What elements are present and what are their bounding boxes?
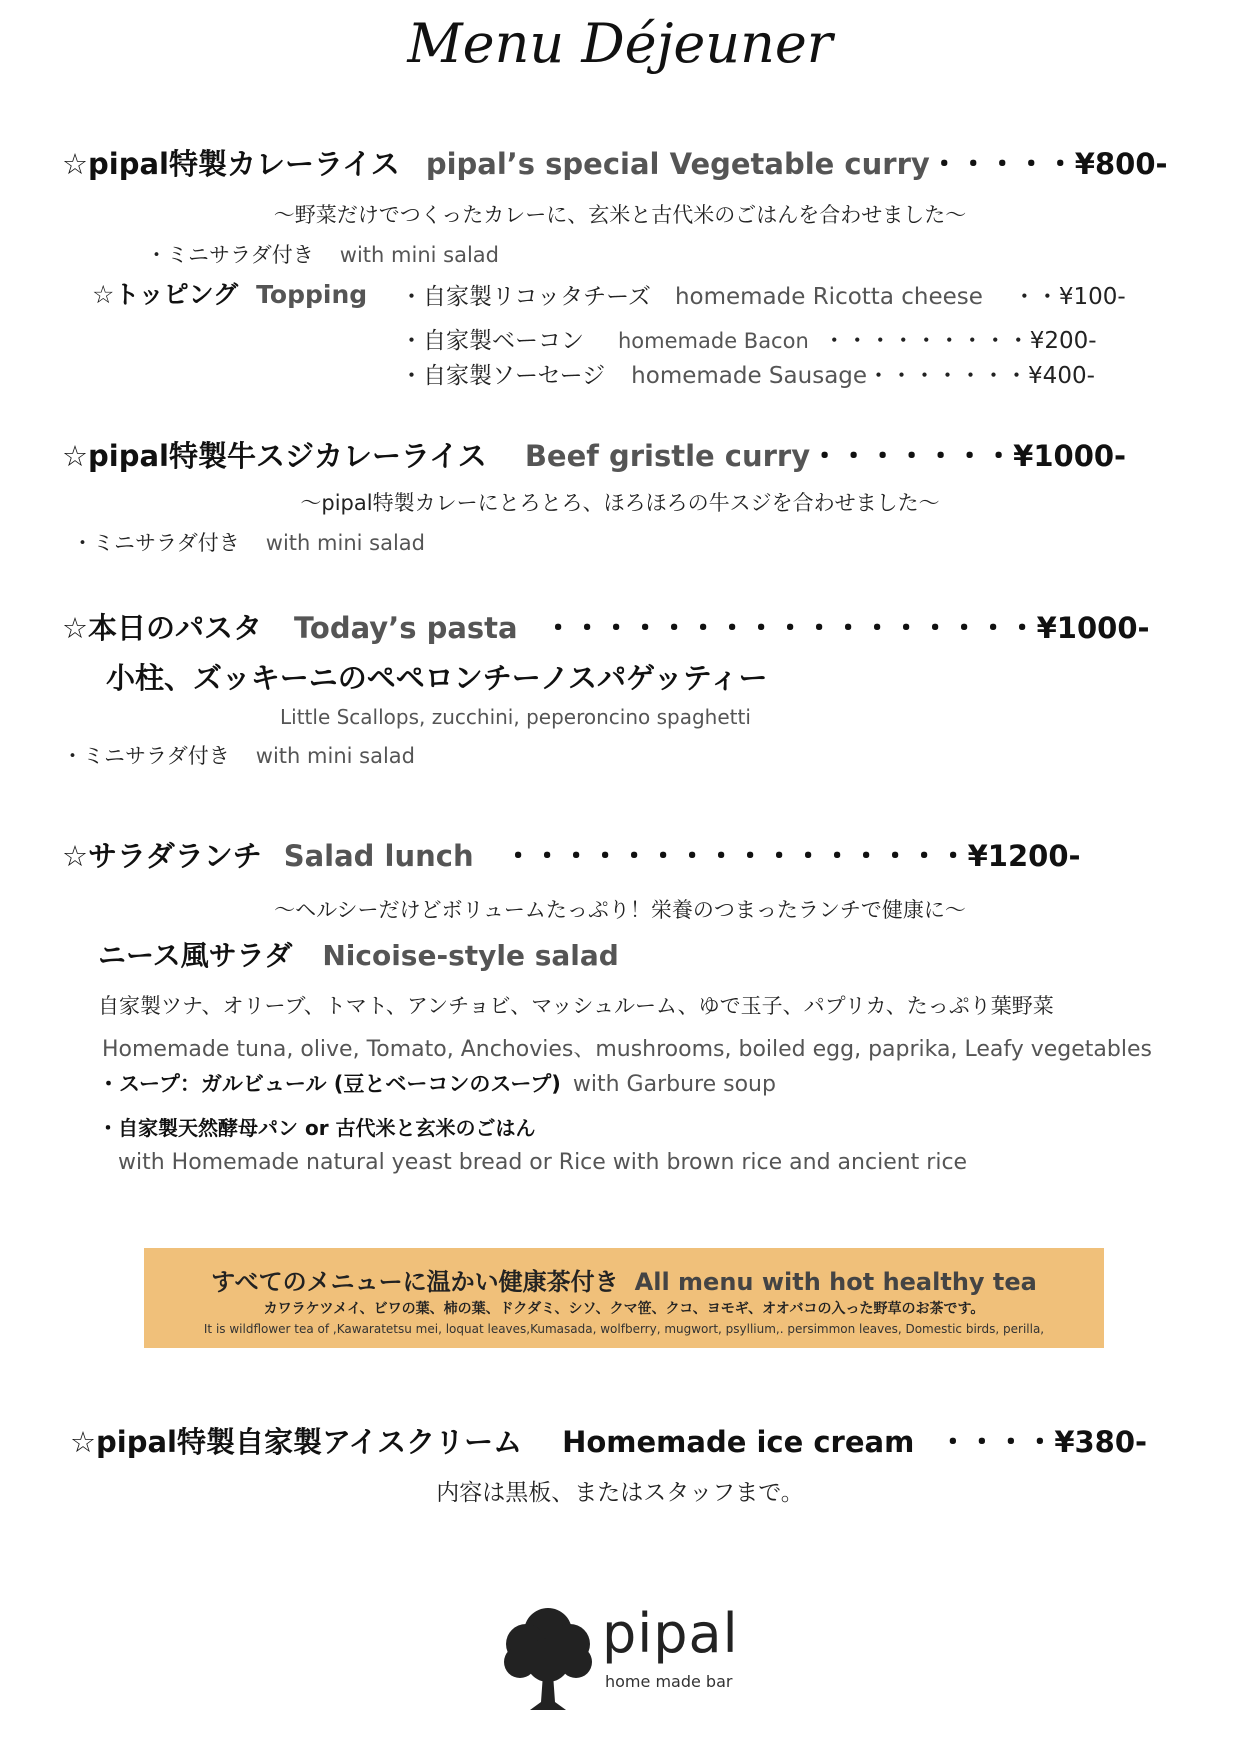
topping-2-dots: ・・・・・・・・・ bbox=[822, 328, 1030, 354]
topping-1-dots: ・・ bbox=[1012, 284, 1059, 310]
curry-description: 〜野菜だけでつくったカレーに、玄米と古代米のごはんを合わせました〜 bbox=[273, 203, 967, 227]
tea-band-line1 bbox=[144, 1262, 1104, 1297]
salad-bread-en: with Homemade natural yeast bread or Rice with brown rice and ancient rice bbox=[118, 1150, 968, 1175]
icecream-dots: ・・・・ bbox=[938, 1425, 1055, 1459]
topping-2-price: ¥200- bbox=[1029, 328, 1097, 354]
beef-description: 〜pipal特製カレーにとろとろ、ほろほろの牛スジを合わせました〜 bbox=[300, 491, 940, 515]
salad-soup-en: with Garbure soup bbox=[572, 1072, 776, 1097]
beef-heading bbox=[62, 434, 1126, 475]
icecream-name-jp: ☆pipal特製自家製アイスクリーム bbox=[70, 1425, 523, 1459]
topping-row bbox=[400, 278, 1126, 311]
tea-info-band bbox=[144, 1248, 1104, 1348]
beef-salad-jp: ・ミニサラダ付き bbox=[72, 531, 240, 555]
topping-en: Topping bbox=[256, 280, 368, 309]
icecream-price: ¥380- bbox=[1054, 1425, 1148, 1459]
tea-band-line1-jp: すべてのメニューに温かい健康茶付き bbox=[211, 1268, 619, 1296]
pasta-dish-en: Little Scallops, zucchini, peperoncino spaghetti bbox=[280, 705, 751, 729]
topping-1-en: homemade Ricotta cheese bbox=[674, 284, 983, 310]
pasta-price: ¥1000- bbox=[1036, 611, 1150, 645]
topping-2-jp: ・自家製ベーコン bbox=[400, 328, 584, 354]
icecream-heading bbox=[70, 1420, 1147, 1461]
pasta-dots: ・・・・・・・・・・・・・・・・・ bbox=[543, 611, 1037, 645]
icecream-name-en: Homemade ice cream bbox=[562, 1425, 915, 1459]
salad-description: 〜ヘルシーだけどボリュームたっぷり！栄養のつまったランチで健康に〜 bbox=[274, 898, 966, 922]
topping-1-price: ¥100- bbox=[1058, 284, 1126, 310]
beef-name-jp: ☆pipal特製牛スジカレーライス bbox=[62, 439, 487, 473]
pasta-salad-en: with mini salad bbox=[255, 744, 415, 768]
topping-2-en: homemade Bacon bbox=[618, 329, 809, 353]
beef-name-en: Beef gristle curry bbox=[524, 439, 811, 473]
salad-ingredients-jp: 自家製ツナ、オリーブ、トマト、アンチョビ、マッシュルーム、ゆで玉子、パプリカ、たっぷり葉野菜 bbox=[98, 994, 1054, 1018]
salad-dots: ・・・・・・・・・・・・・・・・ bbox=[503, 839, 968, 873]
tea-band-line2: カワラケツメイ、ビワの葉、柿の葉、ドクダミ、シソ、クマ笹、クコ、ヨモギ、オオバコの入った野草のお茶です。 bbox=[263, 1301, 985, 1317]
curry-dots: ・・・・・ bbox=[929, 147, 1075, 181]
salad-bread-jp: ・自家製天然酵母パン or 古代米と玄米のごはん bbox=[98, 1116, 536, 1140]
pasta-salad-note bbox=[62, 740, 415, 770]
topping-3-price: ¥400- bbox=[1028, 363, 1095, 389]
salad-dish bbox=[98, 934, 619, 974]
curry-price: ¥800- bbox=[1074, 147, 1168, 181]
topping-jp: ☆トッピング bbox=[92, 280, 239, 309]
pasta-salad-jp: ・ミニサラダ付き bbox=[62, 744, 230, 768]
salad-dish-en: Nicoise-style salad bbox=[322, 939, 619, 972]
pasta-name-jp: ☆本日のパスタ bbox=[62, 611, 262, 645]
topping-row bbox=[400, 357, 1095, 390]
pasta-name-en: Today’s pasta bbox=[294, 611, 518, 645]
topping-3-jp: ・自家製ソーセージ bbox=[400, 363, 606, 389]
curry-name-jp: ☆pipal特製カレーライス bbox=[62, 147, 400, 181]
tea-band-line1-en: All menu with hot healthy tea bbox=[634, 1268, 1037, 1296]
curry-salad-jp: ・ミニサラダ付き bbox=[146, 243, 314, 267]
curry-heading bbox=[62, 142, 1168, 183]
salad-name-en: Salad lunch bbox=[283, 839, 474, 873]
curry-salad-en: with mini salad bbox=[339, 243, 499, 267]
salad-price: ¥1200- bbox=[967, 839, 1081, 873]
salad-dish-jp: ニース風サラダ bbox=[98, 939, 293, 972]
topping-row bbox=[400, 322, 1097, 355]
beef-salad-en: with mini salad bbox=[265, 531, 425, 555]
tree-icon bbox=[502, 1602, 594, 1714]
beef-salad-note bbox=[72, 527, 425, 557]
logo-tagline: home made bar bbox=[605, 1672, 733, 1691]
salad-heading bbox=[62, 834, 1081, 875]
pasta-heading bbox=[62, 606, 1150, 647]
topping-heading bbox=[92, 275, 367, 311]
topping-3-dots: ・・・・・・・ bbox=[867, 363, 1029, 389]
logo-name: pipal bbox=[602, 1602, 739, 1665]
beef-price: ¥1000- bbox=[1013, 439, 1127, 473]
beef-dots: ・・・・・・・ bbox=[810, 439, 1014, 473]
pasta-dish-jp: 小柱、ズッキーニのペペロンチーノスパゲッティー bbox=[106, 661, 768, 695]
salad-name-jp: ☆サラダランチ bbox=[62, 839, 262, 873]
salad-ingredients-en: Homemade tuna, olive, Tomato, Anchovies、mushrooms, boiled egg, paprika, Leafy vegetables bbox=[102, 1037, 1152, 1062]
topping-1-jp: ・自家製リコッタチーズ bbox=[400, 284, 651, 310]
salad-soup bbox=[98, 1068, 776, 1098]
tea-band-line3: It is wildflower tea of ,Kawaratetsu mei, loquat leaves,Kumasada, wolfberry, mugwort, psyllium,. persimmon leaves, Domestic birds, perilla, bbox=[203, 1322, 1045, 1336]
page-title: Menu Déjeuner bbox=[407, 12, 833, 75]
curry-salad-note bbox=[146, 239, 499, 269]
icecream-note: 内容は黒板、またはスタッフまで。 bbox=[436, 1480, 804, 1506]
salad-soup-jp: ・スープ：ガルビュール (豆とベーコンのスープ) bbox=[98, 1072, 561, 1096]
topping-3-en: homemade Sausage bbox=[631, 363, 868, 389]
curry-name-en: pipal’s special Vegetable curry bbox=[425, 147, 930, 181]
